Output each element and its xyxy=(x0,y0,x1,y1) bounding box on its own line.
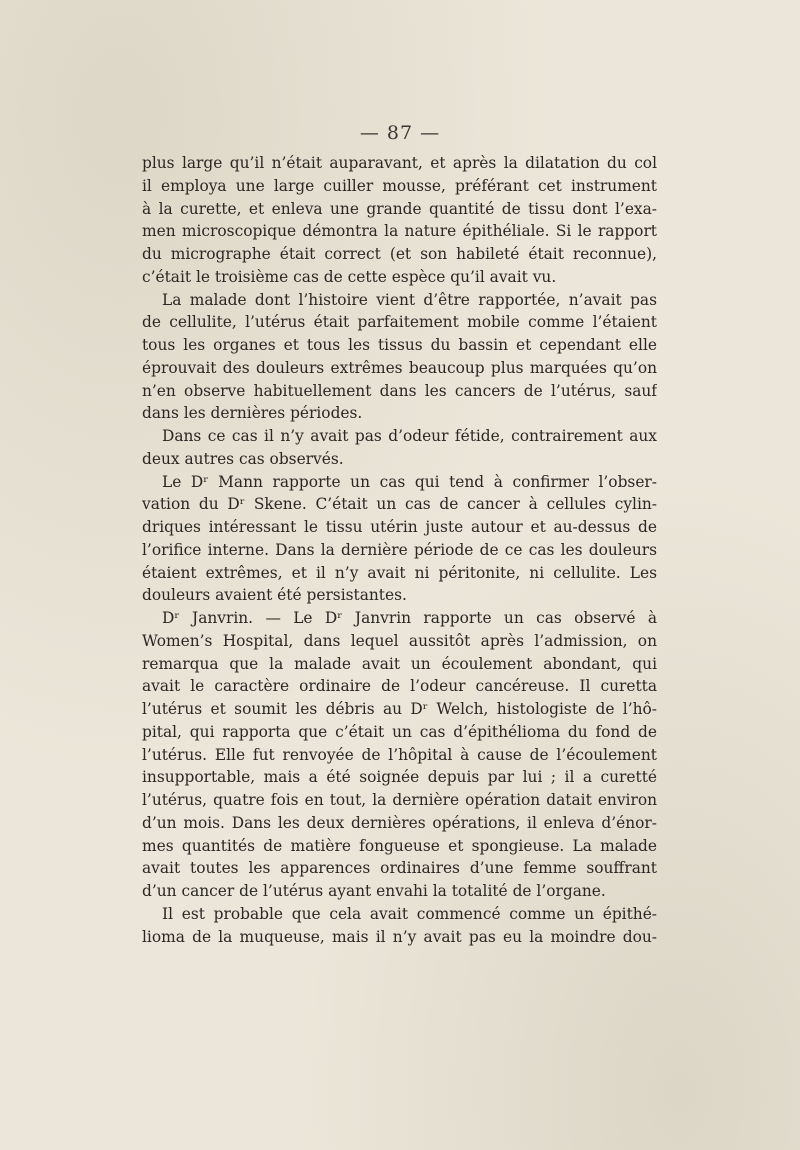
text-line: Women’s Hospital, dans lequel aussitôt après l’admission, on xyxy=(142,631,657,650)
text-line: tous les organes et tous les tissus du bassin et cependant elle xyxy=(142,336,657,354)
text-line: men microscopique démontra la nature épithéliale. Si le rapport xyxy=(142,222,657,241)
text-line: à la curette, et enleva une grande quantité de tissu dont l’exa- xyxy=(142,199,657,218)
text-line: d’un mois. Dans les deux dernières opérations, il enleva d’énor- xyxy=(142,813,657,832)
text-line: deux autres cas observés. xyxy=(142,449,344,468)
text-line: l’utérus, quatre fois en tout, la dernière opération datait environ xyxy=(142,791,657,809)
paragraph-start: Le Dʳ Mann rapporte un cas qui tend à confirmer l’obser- xyxy=(162,472,657,491)
text-line: plus large qu’il n’était auparavant, et après la dilatation du col xyxy=(142,154,657,172)
text-line: du micrographe était correct (et son habileté était reconnue), xyxy=(142,245,657,263)
text-line: d’un cancer de l’utérus ayant envahi la totalité de l’organe. xyxy=(142,882,606,900)
text-line: vation du Dʳ Skene. C’était un cas de cancer à cellules cylin- xyxy=(142,495,657,514)
text-line: éprouvait des douleurs extrêmes beaucoup plus marquées qu’on xyxy=(142,358,657,377)
text-line: mes quantités de matière fongueuse et spongieuse. La malade xyxy=(142,836,657,855)
paragraph-start: Dʳ Janvrin. — Le Dʳ Janvrin rapporte un cas observé à xyxy=(162,609,657,627)
text-line: n’en observe habituellement dans les cancers de l’utérus, sauf xyxy=(142,381,657,400)
text-line: driques intéressant le tissu utérin juste autour et au-dessus de xyxy=(142,518,657,536)
text-line: avait toutes les apparences ordinaires d’une femme souffrant xyxy=(142,859,657,878)
body-text xyxy=(142,152,657,948)
text-line: lioma de la muqueuse, mais il n’y avait pas eu la moindre dou- xyxy=(142,927,657,946)
text-line: dans les dernières périodes. xyxy=(142,404,363,423)
text-line: l’utérus et soumit les débris au Dʳ Welch, histologiste de l’hô- xyxy=(142,700,657,718)
text-line: étaient extrêmes, et il n’y avait ni péritonite, ni cellulite. Les xyxy=(142,563,657,582)
paragraph-start: Il est probable que cela avait commencé comme un épithé- xyxy=(162,904,657,923)
text-line: douleurs avaient été persistantes. xyxy=(142,586,407,605)
text-line: remarqua que la malade avait un écoulement abondant, qui xyxy=(142,654,657,673)
text-line: insupportable, mais a été soignée depuis par lui ; il a curetté xyxy=(142,768,657,787)
page-number: — 87 — xyxy=(359,122,441,144)
paragraph-start: La malade dont l’histoire vient d’être rapportée, n’avait pas xyxy=(162,290,657,309)
text-line: l’orifice interne. Dans la dernière période de ce cas les douleurs xyxy=(142,540,657,559)
text-line: il employa une large cuiller mousse, préférant cet instrument xyxy=(142,176,657,195)
text-line: pital, qui rapporta que c’était un cas d’épithélioma du fond de xyxy=(142,722,657,741)
text-line: l’utérus. Elle fut renvoyée de l’hôpital à cause de l’écoulement xyxy=(142,745,657,764)
text-line: avait le caractère ordinaire de l’odeur cancéreuse. Il curetta xyxy=(142,677,657,696)
text-line: c’était le troisième cas de cette espèce qu’il avait vu. xyxy=(142,267,557,286)
text-line: de cellulite, l’utérus était parfaitement mobile comme l’étaient xyxy=(142,313,657,332)
paragraph-start: Dans ce cas il n’y avait pas d’odeur fétide, contrairement aux xyxy=(162,427,657,445)
